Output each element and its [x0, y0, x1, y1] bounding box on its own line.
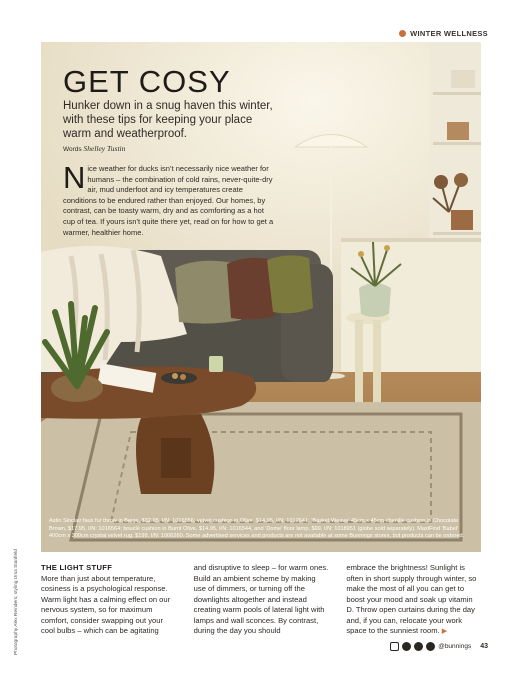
body-text-1: More than just about temperature, cosiness is a psychological response. Warm light has a calming effect on our nervous system, so for maximum comfort, consider swapping out your cool bulbs – which can be agitating	[41, 573, 171, 635]
instagram-icon[interactable]	[390, 642, 399, 651]
page-number: 43	[480, 643, 488, 650]
body-column-1	[41, 563, 176, 638]
drop-cap: N	[63, 160, 86, 195]
end-mark-icon: ▶	[441, 628, 448, 635]
section-tag	[399, 29, 488, 38]
intro-text: ice weather for ducks isn’t necessarily nice weather for humans – the combination of cold rains, never-quite-dry air, mud underfoot and icy temperatures create conditions to be endured rather than enjoyed. Our homes, by contrast, can be toasty warm, dry and as comforting as a hot cup of tea. If yours isn’t quite there yet, read on for how to get a warmer, healthier home.	[63, 164, 274, 237]
product-caption: Astin Sinclair faux fur throw in Beige, $32.95, I/N: 1016556; velvet cushion in Olive, $14.95, I/N: 1012641; ‘Basket Weave’ 45cm x 45cm chenille cushion in Chocolate Brown, $17.95, I/N: 1016564; bouclé cushion in Burnt Olive, $14.95, I/N: 1016544, and ‘Dome’ floor lamp, $99, I/N: 1018951 (globe sold separately). MaxiFind ‘Babel’ 400cm x 300cm crystal velvet rug, $199, I/N: 1006260. Some advertised services and products are not available at some Bunnings stores, but products can be ordered.	[49, 518, 465, 540]
body-text-2: and disruptive to sleep – for warm ones. Build an ambient scheme by making use of dimmers, or turning off the downlights altogether and instead creating warm pools of lateral light with lamps and wall sconces. By contrast, during the day you should	[193, 563, 329, 635]
standfirst: Hunker down in a snug haven this winter, with these tips for keeping your place warm and weatherproof.	[63, 100, 273, 140]
social-handle[interactable]: @bunnings	[438, 643, 472, 650]
tiktok-icon[interactable]	[414, 642, 423, 651]
headline: GET COSY	[63, 64, 231, 99]
photo-credit: Photography Alex Reinders; styling Ursa Stanfield	[14, 549, 19, 655]
pinterest-icon[interactable]	[402, 642, 411, 651]
subhead: THE LIGHT STUFF	[41, 563, 113, 572]
body-columns	[41, 563, 481, 638]
body-text-3: embrace the brightness! Sunlight is often in short supply through winter, so make the most of all you can get to boost your mood and soak up vitamin D. Throw open curtains during the day and, if you can, relocate your work space to the sunniest room.	[346, 563, 477, 635]
intro-paragraph	[63, 160, 278, 238]
facebook-icon[interactable]	[426, 642, 435, 651]
byline-author: Shelley Tustin	[83, 144, 126, 153]
byline	[63, 144, 125, 153]
hero-photo	[41, 42, 481, 552]
page-footer	[390, 642, 488, 651]
body-column-3	[346, 563, 481, 638]
section-dot-icon	[399, 30, 406, 37]
body-column-2	[194, 563, 329, 638]
byline-prefix: Words	[63, 146, 82, 153]
section-label: WINTER WELLNESS	[410, 29, 488, 38]
